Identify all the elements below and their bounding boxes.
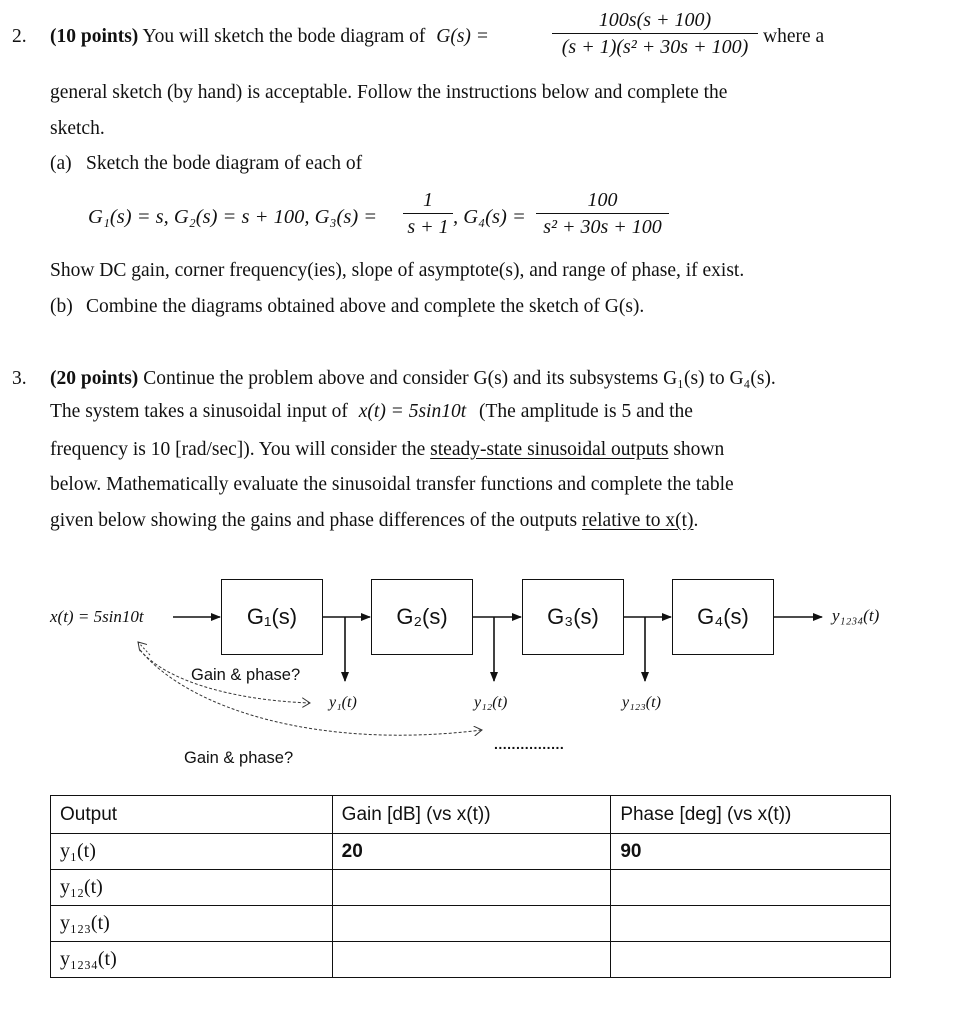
tap-label-y12: y₁₂(t)	[474, 694, 508, 711]
dashed-arrow-to-y12	[140, 650, 482, 735]
input-equation: x(t) = 5sin10t	[358, 401, 467, 422]
annotation-gain-phase-1: Gain & phase?	[191, 666, 301, 684]
header-output: Output	[51, 796, 333, 834]
gain-cell[interactable]	[332, 906, 611, 942]
phase-cell[interactable]: 90	[611, 834, 891, 870]
g3-fraction	[403, 190, 453, 237]
results-table	[50, 795, 891, 978]
row-output-label: y₁(t)	[51, 834, 333, 870]
g-denominator: (s + 1)(s² + 30s + 100)	[561, 36, 749, 58]
problem-3-line-1	[50, 369, 776, 389]
table-row	[51, 870, 891, 906]
problem-3-line-3	[50, 440, 724, 460]
problem-2-header	[50, 27, 489, 47]
table-header-row	[51, 796, 891, 834]
phase-cell[interactable]	[611, 870, 891, 906]
input-signal-label: x(t) = 5sin10t	[50, 607, 144, 626]
relative-to-text: relative to x(t)	[581, 510, 694, 531]
block-g4: G₄(s)	[672, 579, 774, 655]
problem-3-line-2-b: (The amplitude is 5 and the	[479, 401, 693, 422]
gain-cell[interactable]	[332, 870, 611, 906]
g4-equation-label: , G₄(s) =	[453, 206, 526, 228]
subsystem-equations: G₁(s) = s, G₂(s) = s + 100, G₃(s) =	[88, 206, 378, 228]
g4-denominator: s² + 30s + 100	[543, 216, 662, 238]
gain-cell[interactable]: 20	[332, 834, 611, 870]
part-a-text: Sketch the bode diagram of each of	[86, 153, 363, 174]
annotation-gain-phase-2: Gain & phase?	[184, 749, 294, 767]
g3-numerator: 1	[423, 189, 433, 211]
problem-3-line-5-a: given below showing the gains and phase differences of the outputs	[50, 510, 578, 531]
part-b-text: Combine the diagrams obtained above and complete the sketch of G(s).	[86, 296, 645, 317]
problem-3-line-5	[50, 511, 698, 531]
phase-cell[interactable]	[611, 906, 891, 942]
output-signal-label: y₁₂₃₄(t)	[832, 606, 880, 625]
tap-label-y123: y₁₂₃(t)	[622, 694, 661, 711]
steady-state-link-text: steady-state sinusoidal outputs	[430, 439, 669, 460]
row-output-label: y₁₂₃(t)	[51, 906, 333, 942]
phase-cell[interactable]	[611, 942, 891, 978]
show-instructions: Show DC gain, corner frequency(ies), slope of asymptote(s), and range of phase, if exist.	[50, 260, 745, 281]
part-a-label: (a)	[50, 153, 72, 174]
g-numerator: 100s(s + 100)	[598, 9, 712, 31]
problem-3-line-1-rest: Continue the problem above and consider G(s) and its subsystems G₁(s) to G₄(s).	[143, 368, 776, 389]
problem-2-line-3: sketch.	[50, 118, 105, 139]
problem-3-line-2	[50, 402, 693, 422]
row-output-label: y₁₂(t)	[51, 870, 333, 906]
header-gain: Gain [dB] (vs x(t))	[332, 796, 611, 834]
table-row	[51, 834, 891, 870]
problem-2-line-2: general sketch (by hand) is acceptable. Follow the instructions below and complete the	[50, 82, 728, 103]
problem-3-number: 3.	[12, 368, 27, 389]
continuation-dots: ................	[494, 736, 565, 752]
problem-2-where: where a	[763, 26, 825, 47]
part-b-label: (b)	[50, 296, 73, 317]
problem-2-points: (10 points)	[50, 26, 139, 47]
header-phase: Phase [deg] (vs x(t))	[611, 796, 891, 834]
block-g2: G₂(s)	[371, 579, 473, 655]
problem-3-line-2-a: The system takes a sinusoidal input of	[50, 401, 348, 422]
block-diagram-lines	[0, 570, 959, 770]
problem-2-g-name: G(s) =	[436, 26, 489, 47]
g4-numerator: 100	[587, 189, 618, 211]
row-output-label: y₁₂₃₄(t)	[51, 942, 333, 978]
problem-2-g-fraction	[552, 10, 758, 57]
g3-denominator: s + 1	[407, 216, 449, 238]
problem-2-intro: You will sketch the bode diagram of	[142, 26, 426, 47]
g4-fraction	[536, 190, 669, 237]
table-row	[51, 942, 891, 978]
problem-3-points: (20 points)	[50, 368, 139, 389]
problem-3-line-3-a: frequency is 10 [rad/sec]). You will consider the	[50, 439, 426, 460]
problem-2-number: 2.	[12, 26, 27, 47]
problem-3-line-5-b: .	[693, 510, 699, 531]
dashed-arrow-origin	[138, 642, 150, 655]
problem-3-line-4: below. Mathematically evaluate the sinusoidal transfer functions and complete the table	[50, 474, 734, 495]
block-g1: G₁(s)	[221, 579, 323, 655]
table-row	[51, 906, 891, 942]
tap-label-y1: y₁(t)	[329, 694, 357, 711]
gain-cell[interactable]	[332, 942, 611, 978]
problem-3-line-3-b: shown	[673, 439, 725, 460]
block-g3: G₃(s)	[522, 579, 624, 655]
